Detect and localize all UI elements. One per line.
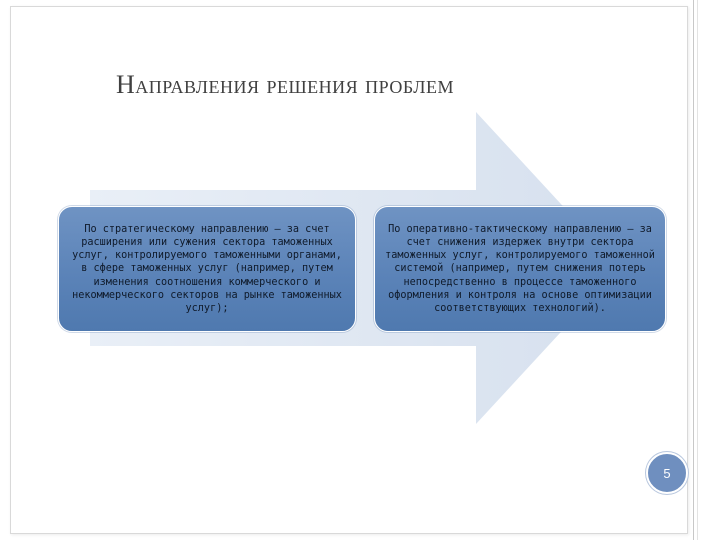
page-number-badge: [646, 452, 688, 494]
page-number: 5: [663, 465, 671, 481]
strategic-direction-box: [58, 206, 356, 332]
operational-direction-box: [374, 206, 666, 332]
strategic-direction-text: По стратегическому направлению – за счет расширения или сужения сектора таможенных услуг, контролируемого таможенными органами, в сфере таможенных услуг (например, путем изменения соотношения коммерческого и некоммерческого секторов на рынке таможенных услуг);: [72, 224, 342, 314]
slide-title: Направления решения проблем: [116, 70, 454, 99]
operational-direction-text: По оперативно-тактическому направлению – за счет снижения издержек внутри сектора таможенных услуг, контролируемого таможенной системой (например, путем снижения потерь непосредственно в процессе таможенного оформления и контроля на основе оптимизации соответствующих технологий).: [385, 224, 655, 314]
